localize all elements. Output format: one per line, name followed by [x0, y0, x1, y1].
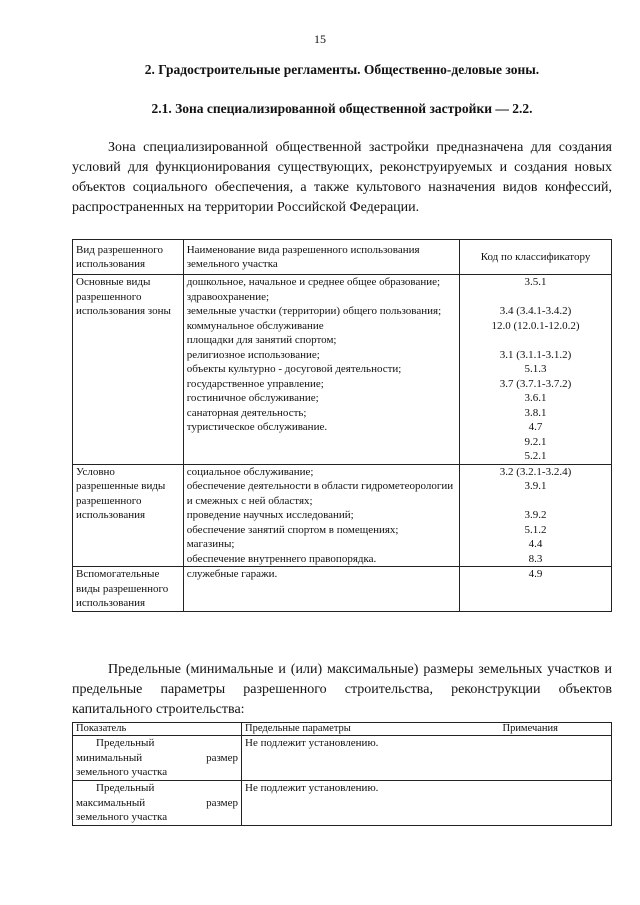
- code-item: 3.1 (3.1.1-3.1.2): [499, 348, 572, 361]
- indicator-text: размер: [206, 751, 238, 764]
- list-item: обеспечение занятий спортом в помещениях;: [186, 523, 399, 536]
- table-row-main-uses: [73, 275, 612, 465]
- section-heading: 2. Градостроительные регламенты. Общественно-деловые зоны.: [144, 62, 540, 77]
- list-item: земельные участки (территории) общего пользования;: [186, 305, 442, 317]
- code-spacer: [463, 494, 608, 509]
- header-code: Код по классификатору: [460, 240, 612, 275]
- indicator-cell: [73, 736, 242, 781]
- group-label: Вспомогательные виды разрешенного использования: [73, 567, 184, 612]
- table-row-conditional-uses: [73, 464, 612, 567]
- list-item: санаторная деятельность;: [186, 406, 307, 419]
- limits-paragraph: Предельные (минимальные и (или) максимальные) размеры земельных участков и предельные параметры разрешенного строительства, реконструкции объектов капитального строительства:: [72, 662, 612, 717]
- page-number: 15: [314, 32, 326, 46]
- code-item: 5.2.1: [524, 450, 547, 462]
- code-spacer: [463, 333, 608, 348]
- use-codes: [460, 567, 612, 612]
- indicator-text: размер: [206, 796, 238, 809]
- header-indicator: Показатель: [73, 723, 242, 736]
- header-use-type: Вид разрешенного использования: [73, 240, 184, 275]
- list-item: государственное управление;: [186, 377, 324, 390]
- code-item: 3.9.2: [524, 509, 547, 521]
- header-use-name: Наименование вида разрешенного использования земельного участка: [183, 240, 459, 275]
- list-item: социальное обслуживание;: [186, 465, 314, 478]
- indicator-text: максимальный: [76, 796, 146, 809]
- code-item: 3.4 (3.4.1-3.4.2): [499, 305, 572, 317]
- code-item: 5.1.3: [524, 363, 547, 375]
- table-row: [73, 781, 612, 826]
- use-codes: [460, 275, 612, 465]
- use-codes: [460, 464, 612, 567]
- list-item: обеспечение внутреннего правопорядка.: [186, 552, 377, 565]
- use-names: [183, 275, 459, 465]
- list-item: коммунальное обслуживание: [186, 319, 324, 332]
- code-item: 3.6.1: [524, 392, 547, 404]
- list-item: проведение научных исследований;: [186, 509, 354, 521]
- list-item: магазины;: [186, 538, 235, 550]
- header-limit-params: Предельные параметры: [245, 723, 351, 734]
- list-item: религиозное использование;: [186, 348, 320, 361]
- header-notes: Примечания: [502, 723, 558, 734]
- subsection-heading: 2.1. Зона специализированной общественной застройки — 2.2.: [151, 101, 533, 116]
- table-header-row: [73, 240, 612, 275]
- use-names: [183, 464, 459, 567]
- code-item: 5.1.2: [524, 523, 547, 536]
- code-item: 12.0 (12.0.1-12.0.2): [491, 319, 580, 332]
- indicator-text: земельного участка: [76, 811, 168, 823]
- list-item: площадки для занятий спортом;: [186, 334, 337, 346]
- list-item: обеспечение деятельности в области гидрометеорологии и смежных с ней областях;: [186, 480, 454, 507]
- table-row-auxiliary-uses: [73, 567, 612, 612]
- list-item: туристическое обслуживание.: [186, 421, 328, 433]
- header-params: [242, 723, 612, 736]
- code-item: 4.4: [528, 538, 543, 550]
- indicator-text: минимальный: [76, 751, 143, 764]
- indicator-text: земельного участка: [76, 766, 168, 778]
- indicator-text: Предельный: [96, 782, 155, 794]
- list-item: здравоохранение;: [186, 290, 270, 303]
- code-item: 4.7: [528, 421, 543, 433]
- group-label: Условно разрешенные виды разрешенного использования: [73, 464, 184, 567]
- table-header-row: [73, 723, 612, 736]
- code-item: 9.2.1: [524, 435, 547, 448]
- code-item: 8.3: [528, 552, 543, 565]
- intro-paragraph: Зона специализированной общественной застройки предназначена для создания условий для функционирования существующих, реконструируемых и создания новых объектов социального обеспечения, а также культового назначения видов конфессий, распространенных на территории Российской Федерации.: [72, 140, 612, 215]
- permitted-use-table: [72, 239, 612, 612]
- value-cell: Не подлежит установлению.: [242, 781, 612, 826]
- code-item: 3.8.1: [524, 406, 547, 419]
- list-item: гостиничное обслуживание;: [186, 392, 319, 404]
- code-item: 3.5.1: [524, 276, 547, 288]
- table-row: [73, 736, 612, 781]
- limits-table: [72, 722, 612, 826]
- code-item: 3.7 (3.7.1-3.7.2): [499, 377, 572, 390]
- list-item: объекты культурно - досуговой деятельности;: [186, 363, 402, 375]
- indicator-cell: [73, 781, 242, 826]
- use-names: [183, 567, 459, 612]
- code-item: 4.9: [528, 568, 543, 580]
- code-item: 3.9.1: [524, 480, 547, 492]
- code-item: 3.2 (3.2.1-3.2.4): [499, 465, 572, 478]
- code-spacer: [463, 290, 608, 305]
- indicator-text: Предельный: [96, 737, 155, 749]
- group-label: Основные виды разрешенного использования зоны: [73, 275, 184, 465]
- value-cell: Не подлежит установлению.: [242, 736, 612, 781]
- list-item: дошкольное, начальное и среднее общее образование;: [186, 276, 441, 288]
- list-item: служебные гаражи.: [186, 568, 278, 580]
